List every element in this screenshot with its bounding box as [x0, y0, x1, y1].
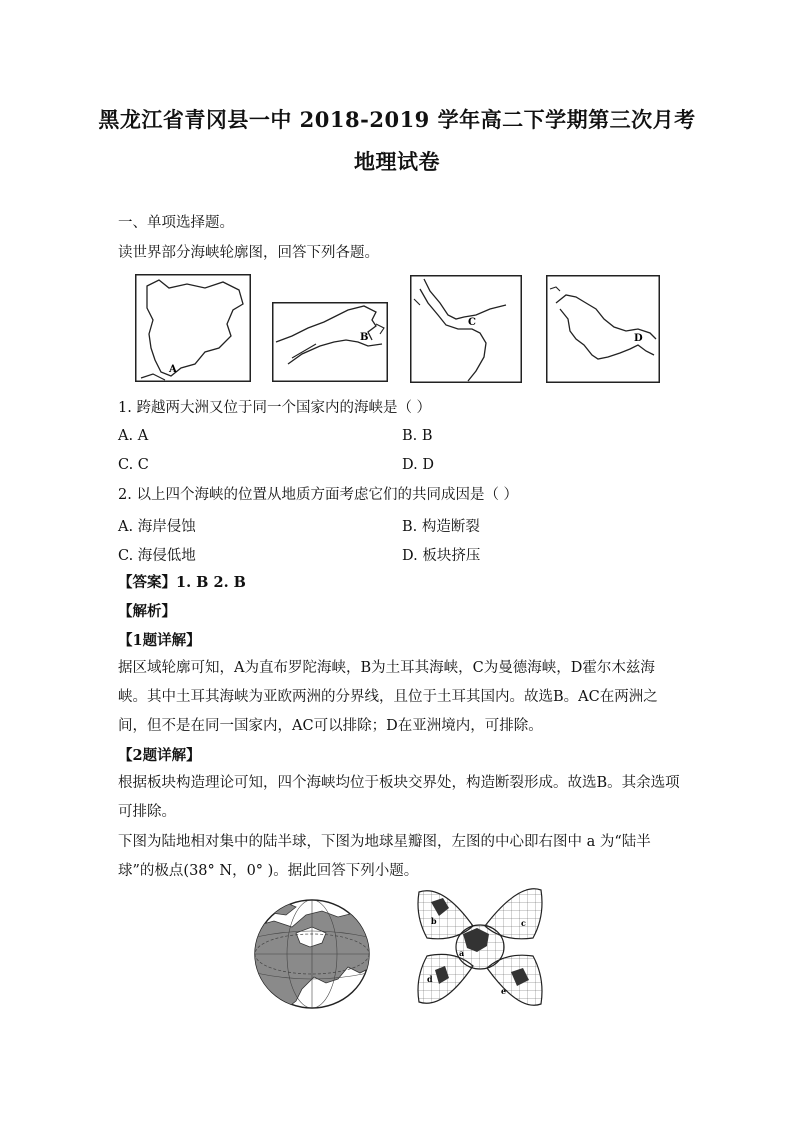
detail-1-text: 据区域轮廓可知，A为直布罗陀海峡，B为土耳其海峡，C为曼德海峡，D霍尔木兹海峡。其中土耳其海峡为亚欧两洲的分界线，且位于土耳其国内。故选B。AC在两洲之间，但不是在同一国家内，AC可以排除；D在亚洲境内，可排除。: [118, 660, 658, 734]
star-petal-map: [415, 886, 545, 1008]
question-2-stem: 2. 以上四个海峡的位置从地质方面考虑它们的共同成因是（ ）: [118, 487, 519, 503]
answer-line: 【答案】1. B 2. B: [118, 574, 246, 591]
star-label-d: d: [427, 974, 433, 984]
strait-map-b: [272, 302, 388, 382]
map-label-c: C: [468, 317, 476, 328]
strait-map-c: [410, 275, 522, 383]
doc-title-line2: 地理试卷: [354, 149, 440, 174]
q1-option-d: D. D: [402, 457, 434, 473]
question-intro: 读世界部分海峡轮廓图，回答下列各题。: [118, 245, 379, 261]
detail-2-text: 根据板块构造理论可知，四个海峡均位于板块交界处，构造断裂形成。故选B。其余选项可排除。: [118, 775, 680, 820]
star-label-b: b: [431, 916, 437, 926]
question-1-stem: 1. 跨越两大洲又位于同一个国家内的海峡是（ ）: [118, 400, 432, 416]
strait-map-a: [135, 274, 251, 382]
detail-1-heading: 【1题详解】: [118, 632, 201, 649]
star-label-a: a: [459, 948, 465, 958]
map-label-a: A: [169, 364, 177, 375]
q1-option-a: A. A: [118, 428, 149, 444]
land-hemisphere-globe: [252, 897, 372, 1011]
map-label-b: B: [360, 332, 369, 343]
detail-2-heading: 【2题详解】: [118, 747, 201, 764]
q2-option-c: C. 海侵低地: [118, 548, 196, 564]
doc-title-line1: 黑龙江省青冈县一中 2018-2019 学年高二下学期第三次月考: [98, 107, 696, 132]
q2-option-a: A. 海岸侵蚀: [118, 519, 196, 535]
q2-option-d: D. 板块挤压: [402, 548, 481, 564]
q2-option-b: B. 构造断裂: [402, 519, 480, 535]
q1-option-c: C. C: [118, 457, 149, 473]
analysis-heading: 【解析】: [118, 603, 176, 620]
star-label-c: c: [521, 918, 526, 928]
section-heading: 一、单项选择题。: [118, 215, 234, 231]
q1-option-b: B. B: [402, 428, 433, 444]
star-label-e: e: [501, 986, 507, 996]
map-label-d: D: [634, 333, 643, 344]
strait-map-d: [546, 275, 660, 383]
question-intro-2: 下图为陆地相对集中的陆半球，下图为地球星瓣图，左图的中心即右图中 a 为“陆半球”的极点(38° N，0° )。据此回答下列小题。: [118, 834, 651, 879]
